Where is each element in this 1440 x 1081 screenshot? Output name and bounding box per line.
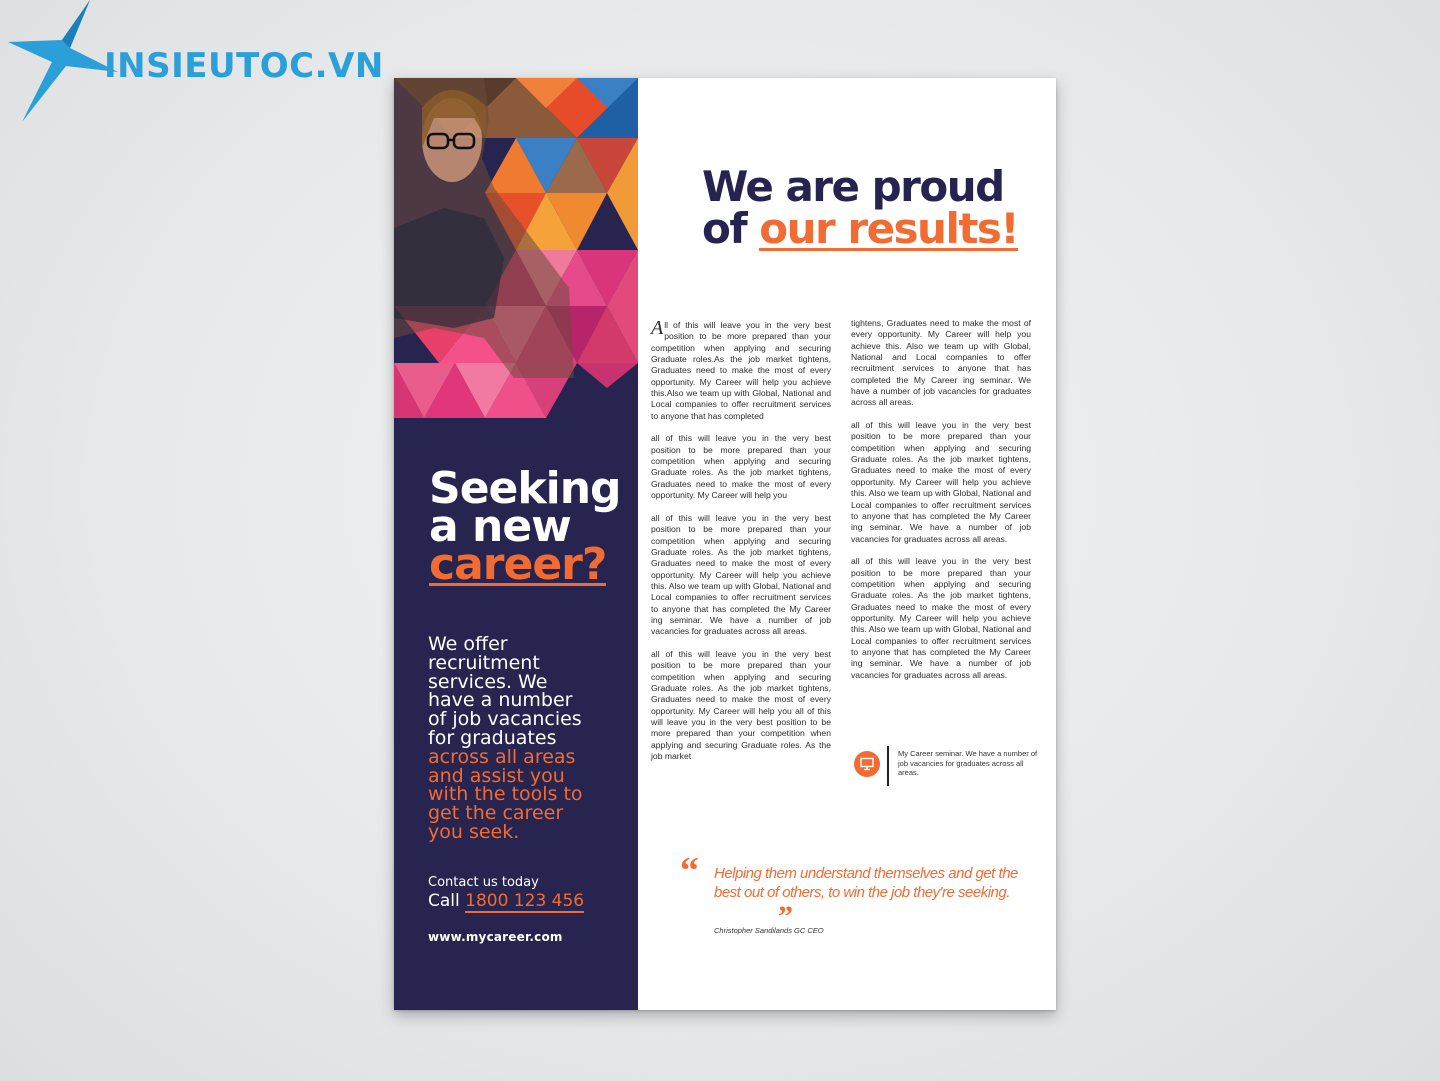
paragraph: all of this will leave you in the very best position to be more prepared than your competition when applying and securing Graduate roles. As the job market tightens, Graduates need to make the most of every opportunity. My Career will help you achieve this. Also we team up with Global, National and Local companies to offer recruitment services to anyone that has completed the My Career ing seminar. We have a number of job vacancies for graduates across all areas. <box>651 512 831 637</box>
offer-line: of job vacancies <box>428 708 582 731</box>
offer-line-highlight: and assist you <box>428 764 565 787</box>
drop-cap: A <box>651 317 664 339</box>
open-quote-icon: “ <box>680 850 699 892</box>
seminar-callout <box>854 748 1050 788</box>
title-highlight: our results! <box>759 204 1019 253</box>
close-quote-icon: ” <box>778 900 793 933</box>
quote-text: Helping them understand themselves and get the best out of others, to win the job they're seeking. <box>714 865 1018 901</box>
offer-text <box>428 635 633 842</box>
call-label: Call <box>428 891 460 911</box>
seminar-text: My Career seminar. We have a number of job vacancies for graduates across all areas. <box>898 749 1038 778</box>
page-title <box>702 162 1019 253</box>
headline <box>429 463 621 590</box>
headline-line2: a new <box>429 501 571 552</box>
divider <box>887 746 889 786</box>
call-line <box>428 891 584 911</box>
flyer-page <box>394 78 1056 1010</box>
phone-number[interactable]: 1800 123 456 <box>465 891 585 911</box>
contact-label: Contact us today <box>428 875 539 890</box>
monitor-icon <box>854 751 880 777</box>
paragraph: all of this will leave you in the very best position to be more prepared than your competition when applying and securing Graduate roles. As the job market tightens, Graduates need to make the most of every opportunity. My Career will help you all of this will leave you in the very best position to be more prepared than your competition when applying and securing Graduate roles. As the job market <box>651 648 831 762</box>
offer-line: recruitment <box>428 651 540 674</box>
paragraph: all of this will leave you in the very best position to be more prepared than your competition when applying and securing Graduate roles. As the job market tightens, Graduates need to make the most of every opportunity. My Career will help you <box>651 433 831 501</box>
title-of: of <box>702 204 747 253</box>
paragraph: tightens, Graduates need to make the most of every opportunity. My Career will help you achieve this. Also we team up with Global, National and Local companies to offer recruitment services to anyone that has completed the My Career ing seminar. We have a number of job vacancies for graduates across all areas. <box>851 318 1031 408</box>
offer-line: We offer <box>428 633 508 655</box>
left-panel <box>394 78 638 1010</box>
offer-line-highlight: get the career <box>428 802 564 825</box>
offer-line: have a number <box>428 689 573 712</box>
paragraph: all of this will leave you in the very best position to be more prepared than your competition when applying and securing Graduate roles. As the job market tightens, Graduates need to make the most of every opportunity. My Career will help you achieve this. Also we team up with Global, National and Local companies to offer recruitment services to anyone that has completed the My Career ing seminar. We have a number of job vacancies for graduates across all areas. <box>851 556 1031 680</box>
headline-line3: career? <box>429 539 607 590</box>
headline-line1: Seeking <box>429 463 621 514</box>
paragraph <box>651 317 831 422</box>
website-url[interactable]: www.mycareer.com <box>428 930 563 944</box>
watermark <box>8 0 384 130</box>
offer-line-highlight: you seek. <box>428 820 520 843</box>
offer-line: services. We <box>428 670 548 693</box>
paragraph-text: ll of this will leave you in the very best position to be more prepared than your competition when applying and securing Graduate roles.As the job market tightens, Graduates need to make the most of every opportunity. My Career will help you achieve this.Also we team up with Global, National and Local companies to offer recruitment services to anyone that has completed <box>651 320 831 421</box>
offer-line: for graduates <box>428 726 557 749</box>
quote-author: Christopher Sandilands GC CEO <box>714 926 824 935</box>
triangle-mosaic-image <box>394 78 638 438</box>
paragraph: all of this will leave you in the very best position to be more prepared than your competition when applying and securing Graduate roles. As the job market tightens, Graduates need to make the most of every opportunity. My Career will help you achieve this. Also we team up with Global, National and Local companies to offer recruitment services to anyone that has completed the My Career ing seminar. We have a number of job vacancies for graduates across all areas. <box>851 420 1031 544</box>
body-column-1 <box>651 317 831 774</box>
offer-line-highlight: with the tools to <box>428 783 583 806</box>
title-line1: We are proud <box>702 162 1004 211</box>
body-column-2 <box>851 318 1031 692</box>
watermark-brand: INSIEUTOC.VN <box>104 46 384 86</box>
star-logo-icon <box>8 0 118 125</box>
offer-line-highlight: across all areas <box>428 745 576 768</box>
